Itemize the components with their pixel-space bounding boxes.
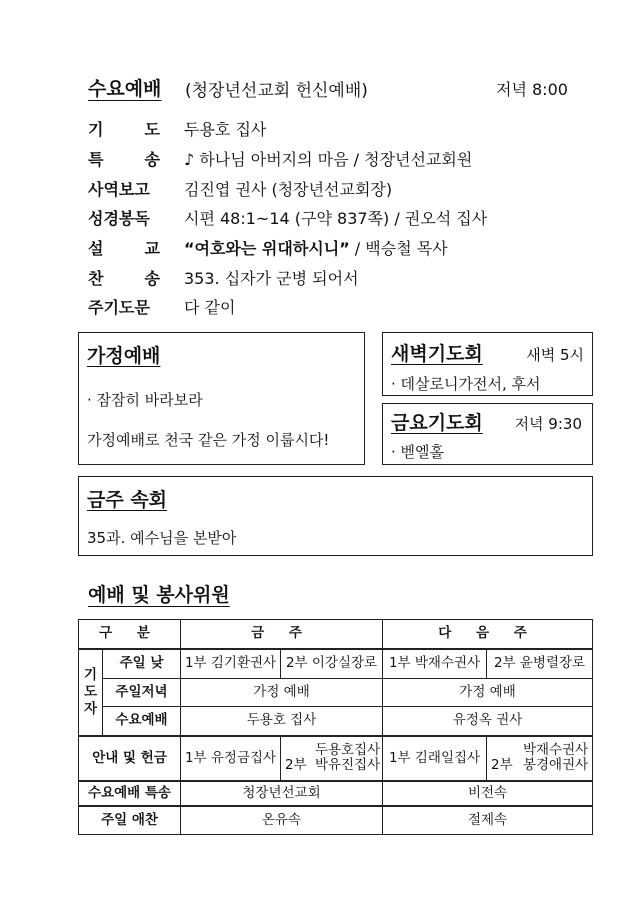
cell-meeting-box bbox=[78, 476, 593, 556]
col-category: 구 분 bbox=[79, 620, 181, 649]
order-label: 사역보고 bbox=[88, 180, 150, 199]
order-value: 353. 십자가 군병 되어서 bbox=[184, 269, 359, 288]
table-row bbox=[79, 781, 593, 806]
order-label: 주기도문 bbox=[88, 298, 150, 317]
order-label: 설 교 bbox=[88, 239, 160, 258]
cell bbox=[487, 736, 593, 781]
order-label: 특 송 bbox=[88, 150, 160, 169]
row-label: 수요예배 bbox=[103, 707, 181, 736]
cell-names bbox=[315, 743, 380, 773]
dawn-prayer-time: 새벽 5시 bbox=[526, 346, 584, 364]
table-row bbox=[79, 806, 593, 835]
cell: 1부 유정금집사 bbox=[181, 736, 281, 781]
cell-meeting-text: 35과. 예수님을 본받아 bbox=[87, 529, 237, 547]
cell: 1부 박재수권사 bbox=[383, 649, 487, 679]
cell: 가정 예배 bbox=[181, 679, 383, 707]
service-time: 저녁 8:00 bbox=[496, 80, 568, 99]
row-label: 주일저녁 bbox=[103, 679, 181, 707]
cell: 1부 김래일집사 bbox=[383, 736, 487, 781]
row-label: 주일 낮 bbox=[103, 649, 181, 679]
order-value: 시편 48:1~14 (구약 837쪽) / 권오석 집사 bbox=[184, 209, 488, 228]
order-value: ♪ 하나님 아버지의 마음 / 청장년선교회원 bbox=[184, 150, 473, 169]
table-header-row bbox=[79, 620, 593, 649]
row-label: 수요예배 특송 bbox=[79, 781, 181, 806]
sermon-title: “여호와는 위대하시니” bbox=[184, 239, 350, 258]
name: 박유진집사 bbox=[314, 757, 381, 773]
home-worship-line1: · 잠잠히 바라보라 bbox=[87, 391, 203, 409]
cell-prefix: 2부 bbox=[285, 757, 307, 773]
cell: 2부 윤병렬장로 bbox=[487, 649, 593, 679]
cell: 유정옥 권사 bbox=[383, 707, 593, 736]
cell: 청장년선교회 bbox=[181, 781, 383, 806]
cell: 절제속 bbox=[383, 806, 593, 835]
cell-names bbox=[523, 743, 588, 773]
name: 두용호집사 bbox=[314, 742, 381, 758]
table-row bbox=[79, 649, 593, 679]
staff-section-title: 예배 및 봉사위원 bbox=[88, 584, 230, 606]
col-next-week: 다 음 주 bbox=[383, 620, 593, 649]
order-value: 다 같이 bbox=[184, 298, 236, 317]
home-worship-line2: 가정예배로 천국 같은 가정 이룹시다! bbox=[87, 431, 330, 449]
order-label: 성경봉독 bbox=[88, 209, 150, 228]
order-label: 찬 송 bbox=[88, 269, 160, 288]
sermon-preacher: / 백승철 목사 bbox=[349, 239, 448, 258]
cell: 2부 이강실장로 bbox=[281, 649, 383, 679]
friday-prayer-box bbox=[382, 403, 593, 465]
cell: 가정 예배 bbox=[383, 679, 593, 707]
home-worship-box bbox=[78, 332, 365, 465]
order-label: 기 도 bbox=[88, 120, 160, 139]
cell: 두용호 집사 bbox=[181, 707, 383, 736]
cell-meeting-title: 금주 속회 bbox=[87, 489, 168, 511]
cell: 온유속 bbox=[181, 806, 383, 835]
row-label: 주일 애찬 bbox=[79, 806, 181, 835]
dawn-prayer-text: · 데살로니가전서, 후서 bbox=[391, 375, 541, 393]
col-this-week: 금 주 bbox=[181, 620, 383, 649]
home-worship-title: 가정예배 bbox=[87, 345, 161, 367]
staff-table bbox=[78, 619, 593, 835]
table-row bbox=[79, 736, 593, 781]
service-title: 수요예배 bbox=[88, 78, 162, 100]
table-row bbox=[79, 679, 593, 707]
dawn-prayer-box bbox=[382, 332, 593, 396]
row-label: 안내 및 헌금 bbox=[79, 736, 181, 781]
service-subtitle: (청장년선교회 헌신예배) bbox=[185, 81, 368, 101]
order-value bbox=[184, 235, 448, 263]
cell bbox=[281, 736, 383, 781]
cell: 1부 김기환권사 bbox=[181, 649, 281, 679]
order-value: 김진엽 권사 (청장년선교회장) bbox=[184, 180, 393, 199]
name: 봉경애권사 bbox=[522, 757, 589, 773]
friday-prayer-time: 저녁 9:30 bbox=[514, 415, 582, 433]
dawn-prayer-title: 새벽기도회 bbox=[391, 343, 483, 365]
order-value: 두용호 집사 bbox=[184, 120, 267, 139]
table-row bbox=[79, 707, 593, 736]
name: 박재수권사 bbox=[522, 742, 589, 758]
friday-prayer-text: · 벧엘홀 bbox=[391, 443, 445, 461]
cell-prefix: 2부 bbox=[491, 757, 513, 773]
friday-prayer-title: 금요기도회 bbox=[391, 412, 483, 434]
prayer-group-label: 기 도 자 bbox=[79, 649, 103, 736]
cell: 비전속 bbox=[383, 781, 593, 806]
